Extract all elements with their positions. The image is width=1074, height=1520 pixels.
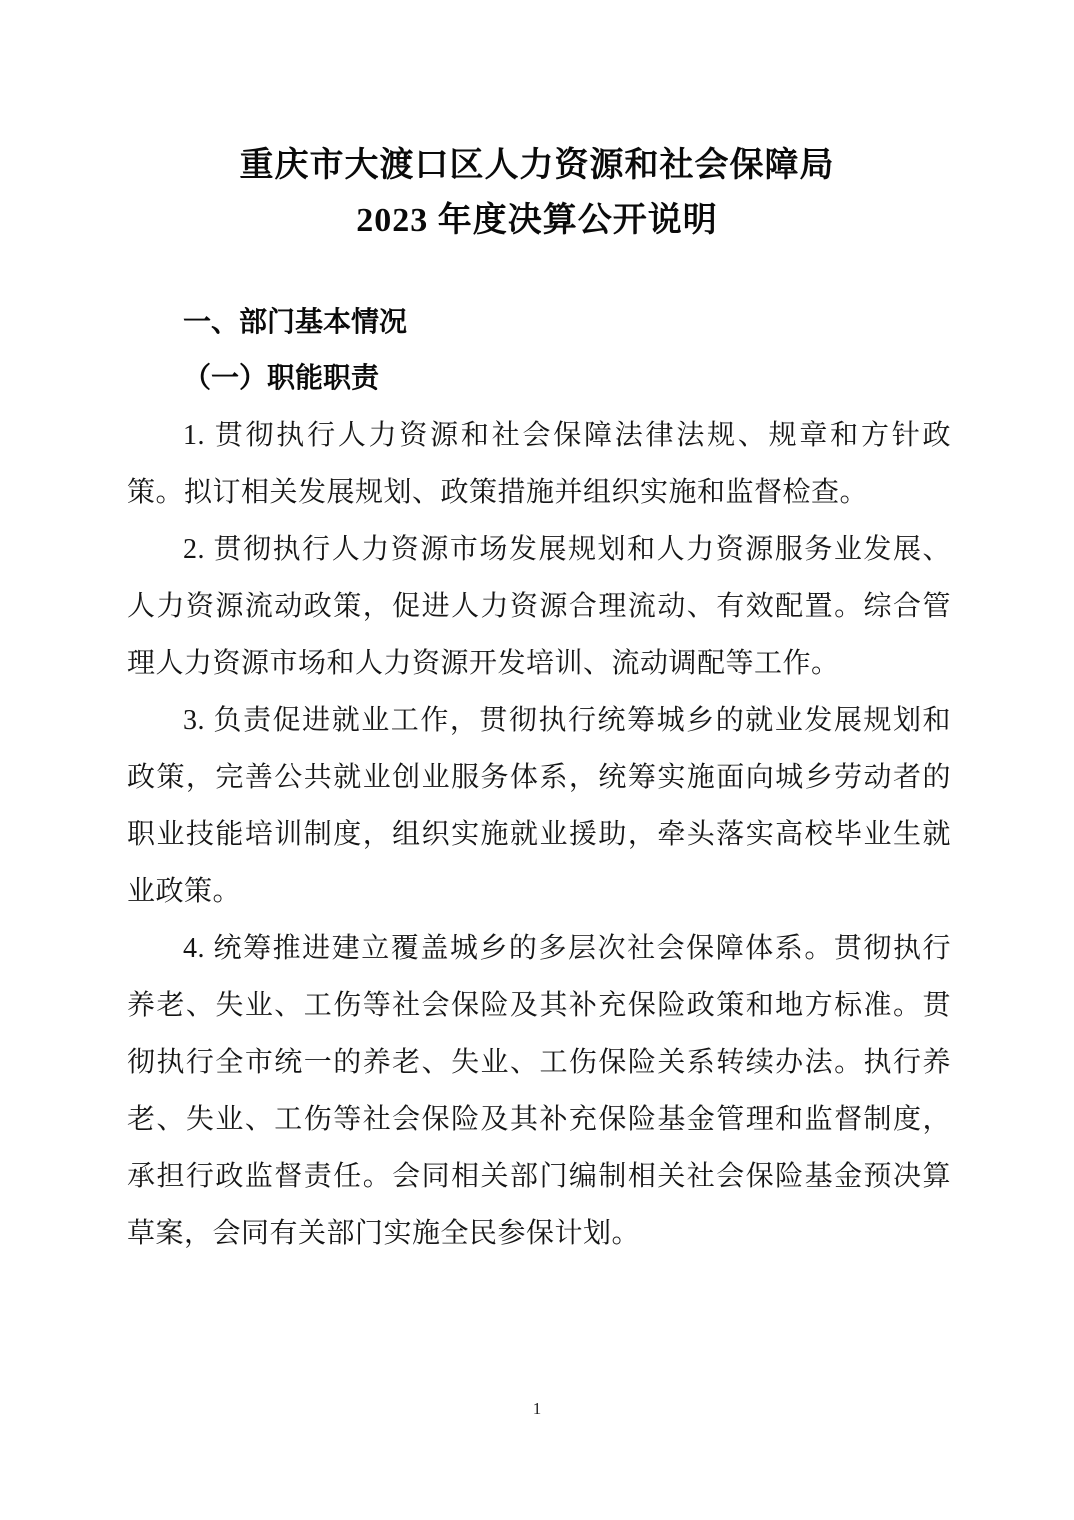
page-number: 1 bbox=[532, 1399, 542, 1418]
body-paragraph-1: 1. 贯彻执行人力资源和社会保障法律法规、规章和方针政策。拟订相关发展规划、政策措施并组织实施和监督检查。 bbox=[127, 420, 951, 508]
document-title-line-2: 2023 年度决算公开说明 bbox=[356, 202, 718, 239]
body-paragraph-2: 2. 贯彻执行人力资源市场发展规划和人力资源服务业发展、人力资源流动政策，促进人力资源合理流动、有效配置。综合管理人力资源市场和人力资源开发培训、流动调配等工作。 bbox=[127, 534, 951, 679]
document-body bbox=[127, 293, 951, 1262]
body-paragraph-4: 4. 统筹推进建立覆盖城乡的多层次社会保障体系。贯彻执行养老、失业、工伤等社会保险及其补充保险政策和地方标准。贯彻执行全市统一的养老、失业、工伤保险关系转续办法。执行养老、失业、工伤等社会保险及其补充保险基金管理和监督制度，承担行政监督责任。会同相关部门编制相关社会保险基金预决算草案，会同有关部门实施全民参保计划。 bbox=[127, 933, 951, 1249]
subsection-heading: （一）职能职责 bbox=[183, 363, 380, 394]
document-title-line-1: 重庆市大渡口区人力资源和社会保障局 bbox=[239, 147, 835, 184]
section-heading: 一、部门基本情况 bbox=[183, 306, 408, 337]
body-paragraph-3: 3. 负责促进就业工作，贯彻执行统筹城乡的就业发展规划和政策，完善公共就业创业服务体系，统筹实施面向城乡劳动者的职业技能培训制度，组织实施就业援助，牵头落实高校毕业生就业政策。 bbox=[127, 705, 951, 907]
document-title bbox=[0, 0, 1074, 248]
